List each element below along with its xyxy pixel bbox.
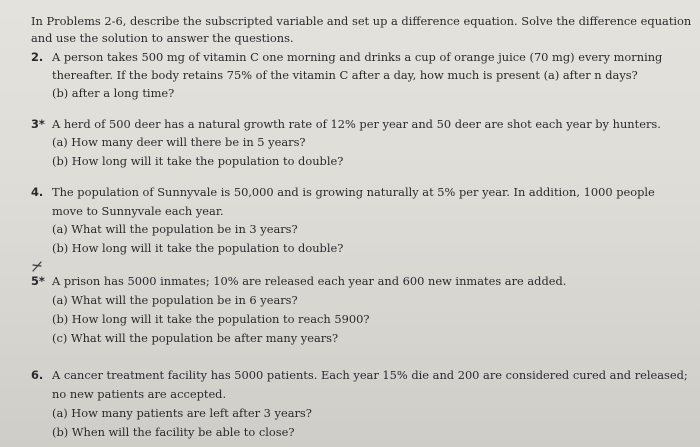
problem-6-line-2: no new patients are accepted. <box>52 387 227 401</box>
problem-4-part-a: (a) What will the population be in 3 years? <box>52 222 298 236</box>
problem-5-line-1: A prison has 5000 inmates; 10% are released each year and 600 new inmates are added. <box>52 274 567 288</box>
problem-2-line-2: thereafter. If the body retains 75% of the vitamin C after a day, how much is present (a) after n days? <box>52 68 638 82</box>
intro-line-2: and use the solution to answer the questions. <box>31 31 294 45</box>
problem-3-number: 3* <box>31 117 45 131</box>
problem-6-part-b: (b) When will the facility be able to close? <box>52 425 295 439</box>
problem-4-line-1: The population of Sunnyvale is 50,000 and is growing naturally at 5% per year. In addition, 1000 people <box>52 185 655 199</box>
problem-5-number: 5* <box>31 274 45 288</box>
intro-line-1: In Problems 2-6, describe the subscripted variable and set up a difference equation. Solve the difference equation <box>31 14 692 28</box>
problem-5-part-b: (b) How long will it take the population to reach 5900? <box>52 312 370 326</box>
problem-2-line-3: (b) after a long time? <box>52 86 175 100</box>
problem-2-line-1: A person takes 500 mg of vitamin C one morning and drinks a cup of orange juice (70 mg) every morning <box>52 50 663 64</box>
problem-6-part-a: (a) How many patients are left after 3 years? <box>52 406 312 420</box>
problem-5-part-a: (a) What will the population be in 6 years? <box>52 293 298 307</box>
problem-4-number: 4. <box>31 185 44 199</box>
problem-3-part-a: (a) How many deer will there be in 5 years? <box>52 135 306 149</box>
problem-6-line-1: A cancer treatment facility has 5000 patients. Each year 15% die and 200 are considered cured and released; <box>52 368 688 382</box>
problem-6-number: 6. <box>31 368 44 382</box>
problem-4-line-2: move to Sunnyvale each year. <box>52 204 224 218</box>
problem-4-part-b: (b) How long will it take the population to double? <box>52 241 344 255</box>
problem-3-line-1: A herd of 500 deer has a natural growth rate of 12% per year and 50 deer are shot each year by hunters. <box>52 117 661 131</box>
problem-5-part-c: (c) What will the population be after many years? <box>52 331 339 345</box>
problem-3-part-b: (b) How long will it take the population to double? <box>52 154 344 168</box>
problem-2-number: 2. <box>31 50 44 64</box>
handwritten-cross-mark <box>30 259 44 275</box>
